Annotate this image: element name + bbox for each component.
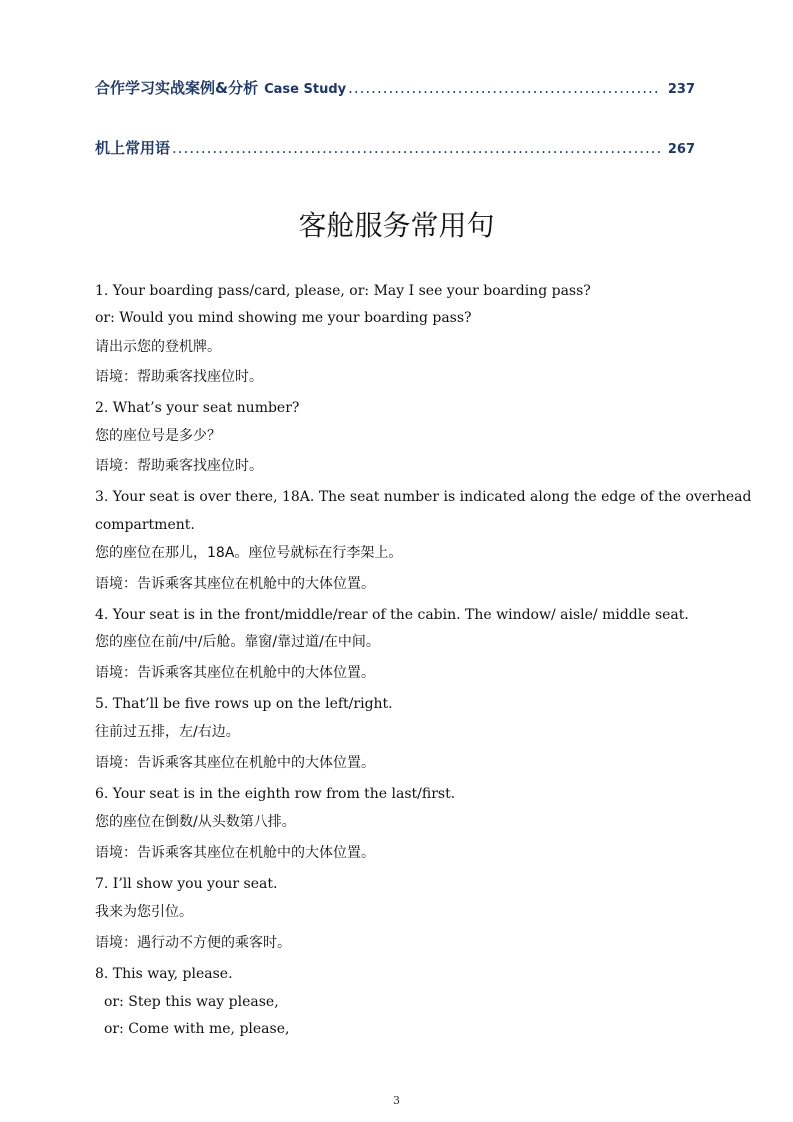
section-heading: 客舱服务常用句 [298,209,495,242]
toc-entry-phrases[interactable] [95,137,695,158]
translation-line: 我来为您引位。 [95,904,193,920]
context-line: 语境：遇行动不方便的乘客时。 [95,935,291,951]
context-line: 语境：告诉乘客其座位在机舱中的大体位置。 [95,845,375,861]
translation-line: 您的座位在那儿，18A。座位号就标在行李架上。 [95,545,403,561]
phrase-line: or: Would you mind showing me your boarding pass? [95,310,472,326]
context-line: 语境：告诉乘客其座位在机舱中的大体位置。 [95,665,375,681]
toc-leader-dots [348,79,660,97]
phrase-line: or: Come with me, please, [104,1021,290,1037]
context-line: 语境：帮助乘客找座位时。 [95,369,263,385]
translation-line: 您的座位号是多少？ [95,428,221,444]
phrase-line: 4. Your seat is in the front/middle/rear of the cabin. The window/ aisle/ middle seat. [95,607,689,623]
phrase-line: 1. Your boarding pass/card, please, or: May I see your boarding pass? [95,283,591,299]
page-number: 3 [393,1094,400,1107]
phrase-line: 5. That’ll be five rows up on the left/right. [95,696,393,712]
context-line: 语境：帮助乘客找座位时。 [95,458,263,474]
toc-page-number: 237 [667,82,695,97]
toc-title: 合作学习实战案例&分析 [95,79,259,97]
phrase-line: 7. I’ll show you your seat. [95,876,278,892]
phrase-line: 3. Your seat is over there, 18A. The seat number is indicated along the edge of the overhead [95,489,752,505]
phrase-line: 8. This way, please. [95,966,233,982]
translation-line: 您的座位在前/中/后舱。靠窗/靠过道/在中间。 [95,634,380,650]
phrase-line: 2. What’s your seat number? [95,400,300,416]
translation-line: 您的座位在倒数/从头数第八排。 [95,814,296,830]
translation-line: 往前过五排，左/右边。 [95,724,240,740]
toc-page-number: 267 [667,142,695,157]
phrase-line: 6. Your seat is in the eighth row from the last/first. [95,786,456,802]
translation-line: 请出示您的登机牌。 [95,339,221,355]
toc-title: 机上常用语 [95,139,171,157]
toc-title-en: Case Study [264,82,347,97]
toc-entry-case-study[interactable] [95,77,695,98]
toc-leader-dots [172,139,660,157]
context-line: 语境：告诉乘客其座位在机舱中的大体位置。 [95,755,375,771]
phrase-line: compartment. [95,517,195,533]
context-line: 语境：告诉乘客其座位在机舱中的大体位置。 [95,576,375,592]
phrase-line: or: Step this way please, [104,994,279,1010]
